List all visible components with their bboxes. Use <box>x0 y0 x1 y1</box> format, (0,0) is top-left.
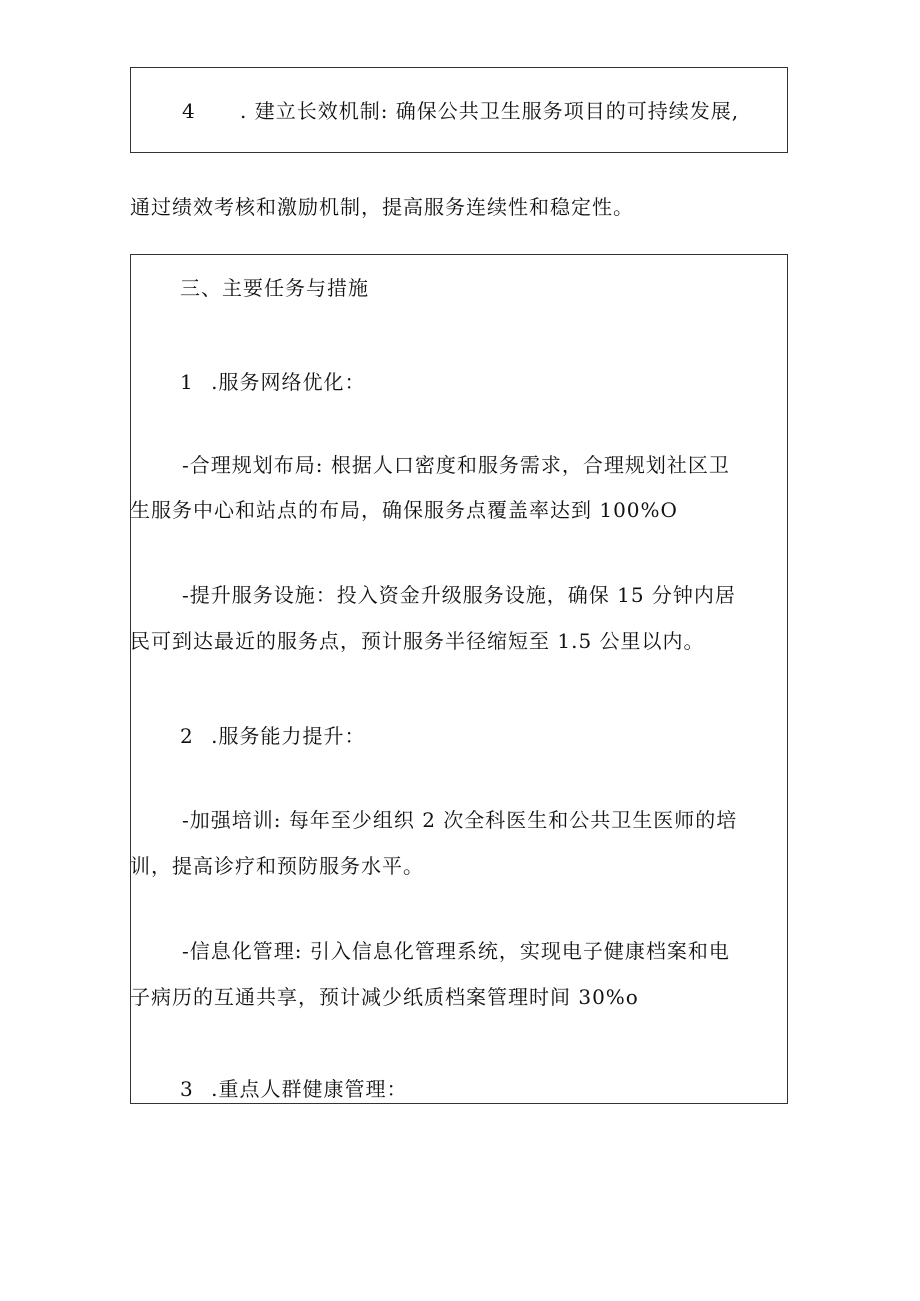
bullet-1-2-line-1: -提升服务设施：投入资金升级服务设施，确保 15 分钟内居 <box>182 583 736 607</box>
item-number: 3 <box>180 1077 194 1101</box>
item-title: .服务网络优化： <box>211 370 366 394</box>
item-title: .重点人群健康管理： <box>211 1077 408 1101</box>
bullet-1-2-line-2: 民可到达最近的服务点，预计服务半径缩短至 1.5 公里以内。 <box>130 629 705 653</box>
item-number: 2 <box>180 724 194 748</box>
bullet-2-1-line-1: -加强培训: 每年至少组织 2 次全科医生和公共卫生医师的培 <box>182 808 738 832</box>
item-2-heading <box>180 722 365 750</box>
bullet-2-2-line-2: 子病历的互通共享，预计减少纸质档案管理时间 30%o <box>130 985 639 1009</box>
item-1-heading <box>180 368 365 396</box>
item-title: .服务能力提升： <box>211 724 366 748</box>
top-item-text: . 建立长效机制: 确保公共卫生服务项目的可持续发展, <box>240 99 740 123</box>
section-heading: 三、主要任务与措施 <box>180 276 369 300</box>
bullet-2-1-line-2: 训，提高诊疗和预防服务水平。 <box>130 854 424 878</box>
top-item-number: 4 <box>182 99 196 123</box>
bullet-1-1-line-1: -合理规划布局: 根据人口密度和服务需求，合理规划社区卫 <box>182 453 730 477</box>
item-3-heading <box>180 1075 407 1103</box>
bullet-2-2-line-1: -信息化管理: 引入信息化管理系统，实现电子健康档案和电 <box>182 939 730 963</box>
continuation-paragraph: 通过绩效考核和激励机制，提高服务连续性和稳定性。 <box>130 195 634 219</box>
bullet-1-1-line-2: 生服务中心和站点的布局，确保服务点覆盖率达到 100%O <box>130 498 678 522</box>
item-number: 1 <box>180 370 194 394</box>
